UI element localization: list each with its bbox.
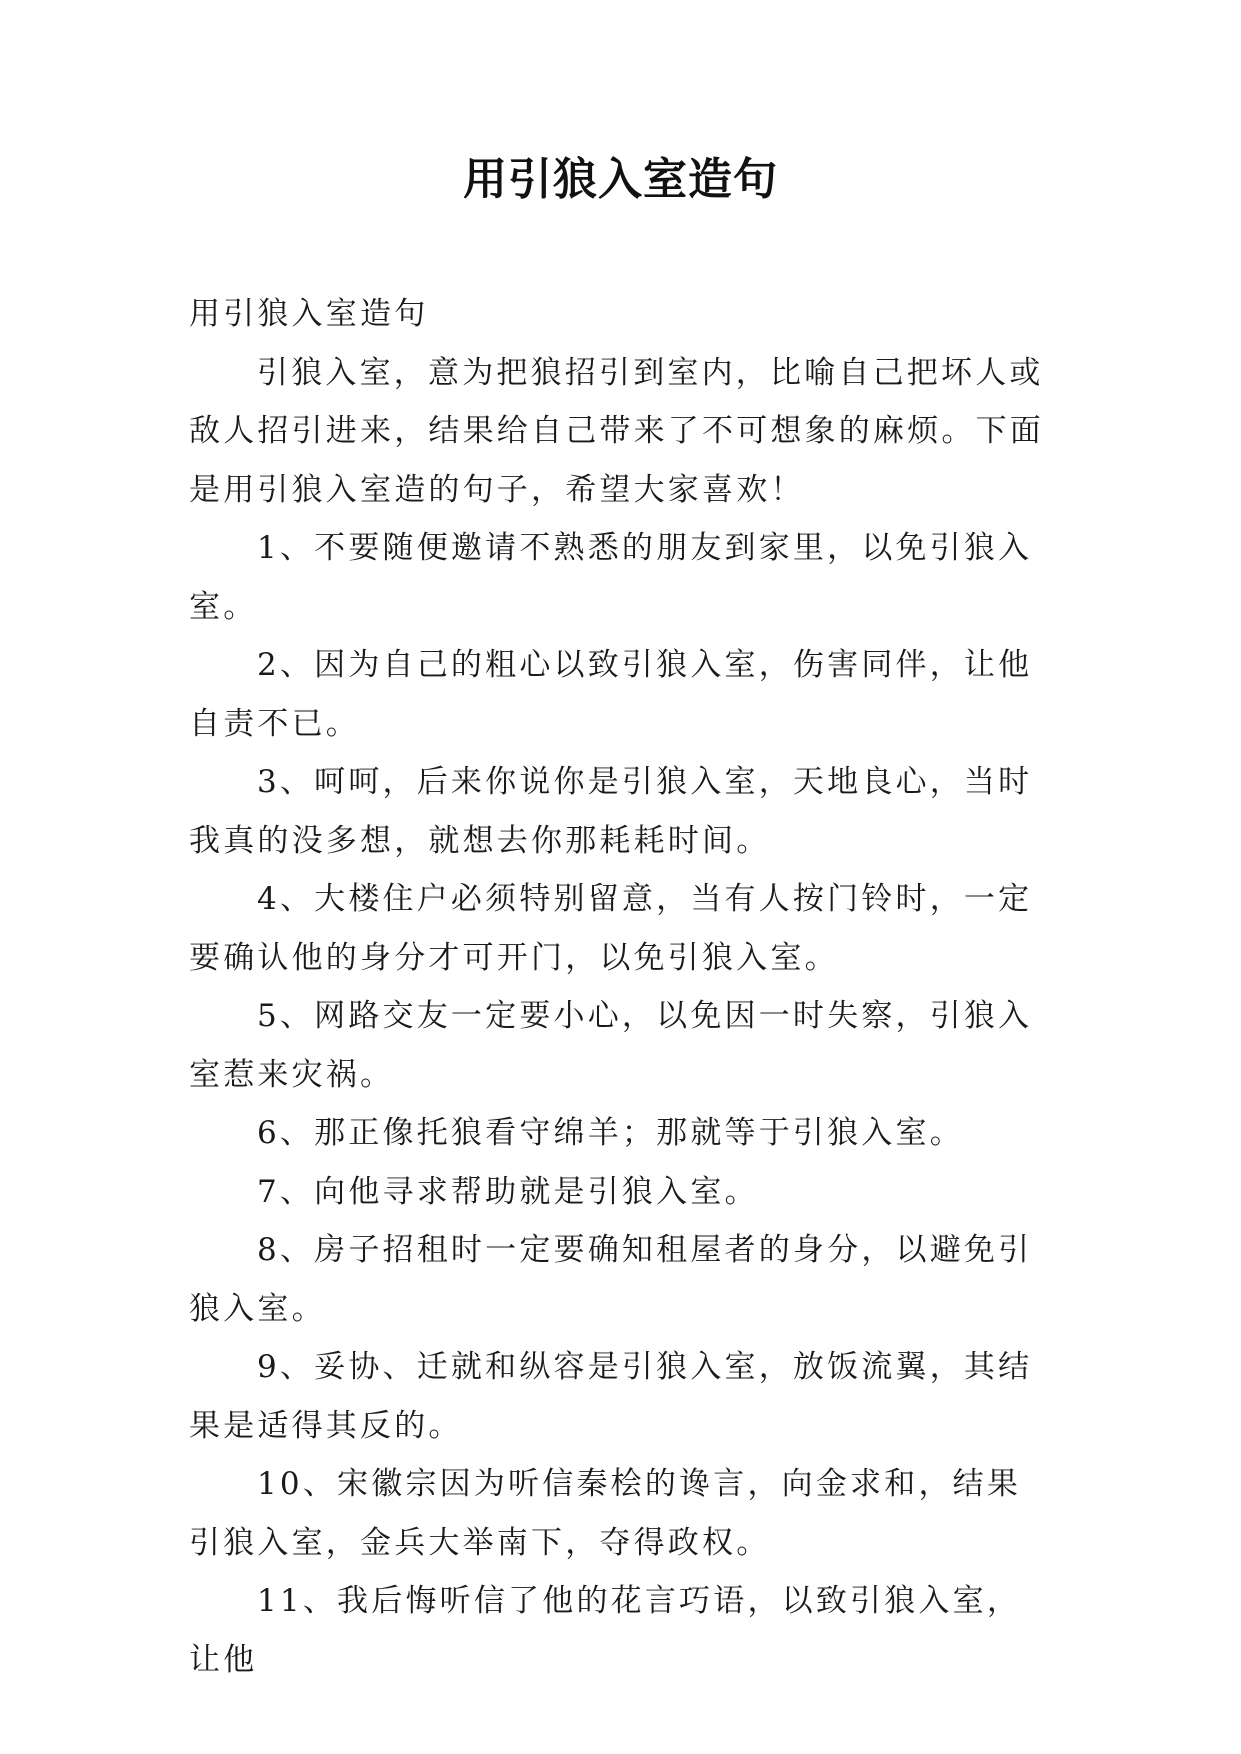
paragraph-intro: 引狼入室，意为把狼招引到室内，比喻自己把坏人或敌人招引进来，结果给自己带来了不可想象的麻烦。下面是用引狼入室造的句子，希望大家喜欢！ — [189, 354, 1044, 508]
paragraph-sentence-9: 9、妥协、迁就和纵容是引狼入室，放饭流翼，其结果是适得其反的。 — [189, 1349, 1033, 1444]
paragraph-sentence-11: 11、我后悔听信了他的花言巧语，以致引狼入室，让他 — [189, 1583, 1022, 1678]
paragraph-heading: 用引狼入室造句 — [189, 296, 429, 332]
paragraph-sentence-4: 4、大楼住户必须特别留意，当有人按门铃时，一定要确认他的身分才可开门，以免引狼入室。 — [189, 881, 1033, 976]
document-body — [189, 285, 1055, 1689]
document-title: 用引狼入室造句 — [463, 154, 778, 205]
paragraph-sentence-7: 7、向他寻求帮助就是引狼入室。 — [257, 1173, 759, 1210]
paragraph-sentence-5: 5、网路交友一定要小心，以免因一时失察，引狼入室惹来灾祸。 — [189, 998, 1033, 1093]
paragraph-sentence-6: 6、那正像托狼看守绵羊；那就等于引狼入室。 — [257, 1115, 964, 1151]
paragraph-sentence-8: 8、房子招租时一定要确知租屋者的身分，以避免引狼入室。 — [189, 1232, 1033, 1327]
paragraph-sentence-2: 2、因为自己的粗心以致引狼入室，伤害同伴，让他自责不已。 — [189, 647, 1033, 742]
paragraph-sentence-3: 3、呵呵，后来你说你是引狼入室，天地良心，当时我真的没多想，就想去你那耗耗时间。 — [189, 764, 1033, 859]
paragraph-sentence-10: 10、宋徽宗因为听信秦桧的谗言，向金求和，结果引狼入室，金兵大举南下，夺得政权。 — [189, 1466, 1022, 1561]
paragraph-sentence-1: 1、不要随便邀请不熟悉的朋友到家里，以免引狼入室。 — [189, 530, 1033, 625]
